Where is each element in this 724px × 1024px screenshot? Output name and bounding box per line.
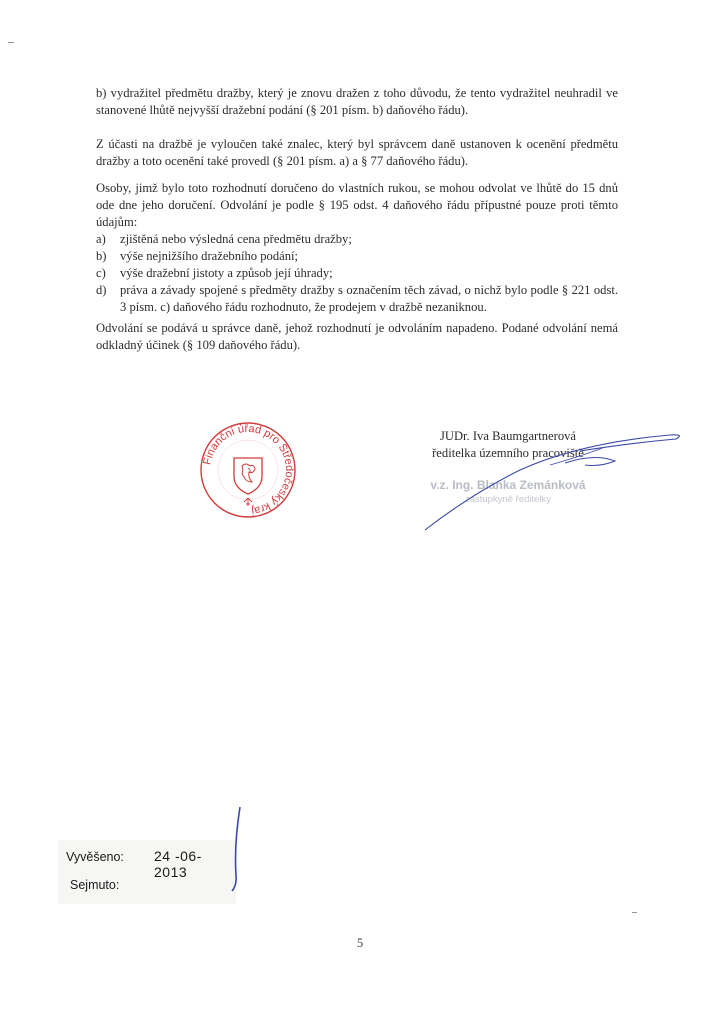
list-item: b) výše nejnižšího dražebního podání; (96, 249, 299, 263)
appeal-conditions-list (96, 231, 618, 316)
signatory-role: ředitelka územního pracoviště (432, 446, 584, 460)
paragraph-appeal-procedure: Odvolání se podává u správce daně, jehož rozhodnutí je odvoláním napadeno. Podané odvolání nemá odkladný účinek (§ 109 daňového řádu). (96, 321, 618, 352)
posting-record-box (58, 840, 236, 904)
stamp-text: Finanční úřad pro Středočeský kraj (201, 422, 296, 517)
removed-label: Sejmuto: (70, 878, 120, 892)
proxy-role: zástupkyně ředitelky (464, 494, 552, 505)
posted-label: Vyvěšeno: (66, 850, 124, 864)
coat-of-arms-icon (234, 458, 262, 494)
paragraph-expert-excluded: Z účasti na dražbě je vyloučen také znalec, který byl správcem daně ustanoven k ocenění předmětu dražby a toto ocenění také provedl (§ 201 písm. a) a § 77 daňového řádu). (96, 137, 618, 168)
paragraph-bidder-excluded: b) vydražitel předmětu dražby, který je znovu dražen z toho důvodu, že tento vydražitel neuhradil ve stanovené lhůtě nejvyšší dražební podání (§ 201 písm. b) daňového řádu). (96, 86, 618, 117)
paragraph-appeal-conditions: Osoby, jimž bylo toto rozhodnutí doručeno do vlastních rukou, se mohou odvolat ve lhůtě do 15 dnů ode dne jeho doručení. Odvolání je podle § 195 odst. 4 daňového řádu přípustné pouze proti těmto údajům: a) zjištěná nebo výsledná cena předmětu dražby; b) výše nejnižšího dražebního podání; c) výše dražební jistoty a způsob její úhrady; d) práva a závady spojené s předměty dražby s označením těch závad, o nichž bylo podle § 221 odst. 3 písm. c) daňového řádu rozhodnuto, že prodejem v dražbě nezaniknou. (96, 181, 618, 314)
list-item: c) výše dražební jistoty a způsob její úhrady; (96, 266, 333, 280)
scan-edge-mark (632, 912, 637, 913)
handwritten-signature (400, 425, 690, 535)
official-stamp (198, 420, 298, 520)
list-item: d) práva a závady spojené s předměty dražby s označením těch závad, o nichž bylo podle § 221 odst. 3 písm. c) daňového řádu rozhodnuto, že prodejem v dražbě nezaniknou. (96, 283, 618, 314)
scan-edge-mark (8, 42, 14, 43)
signatory-name: JUDr. Iva Baumgartnerová (439, 429, 577, 443)
list-item: a) zjištěná nebo výsledná cena předmětu dražby; (96, 232, 352, 246)
posted-date: 24 -06- 2013 (154, 848, 202, 880)
proxy-name: v.z. Ing. Blanka Zemánková (430, 478, 586, 492)
stamp-small-emblem-icon (244, 498, 252, 506)
page-number: 5 (356, 936, 364, 950)
posting-initial-stroke (220, 805, 250, 895)
